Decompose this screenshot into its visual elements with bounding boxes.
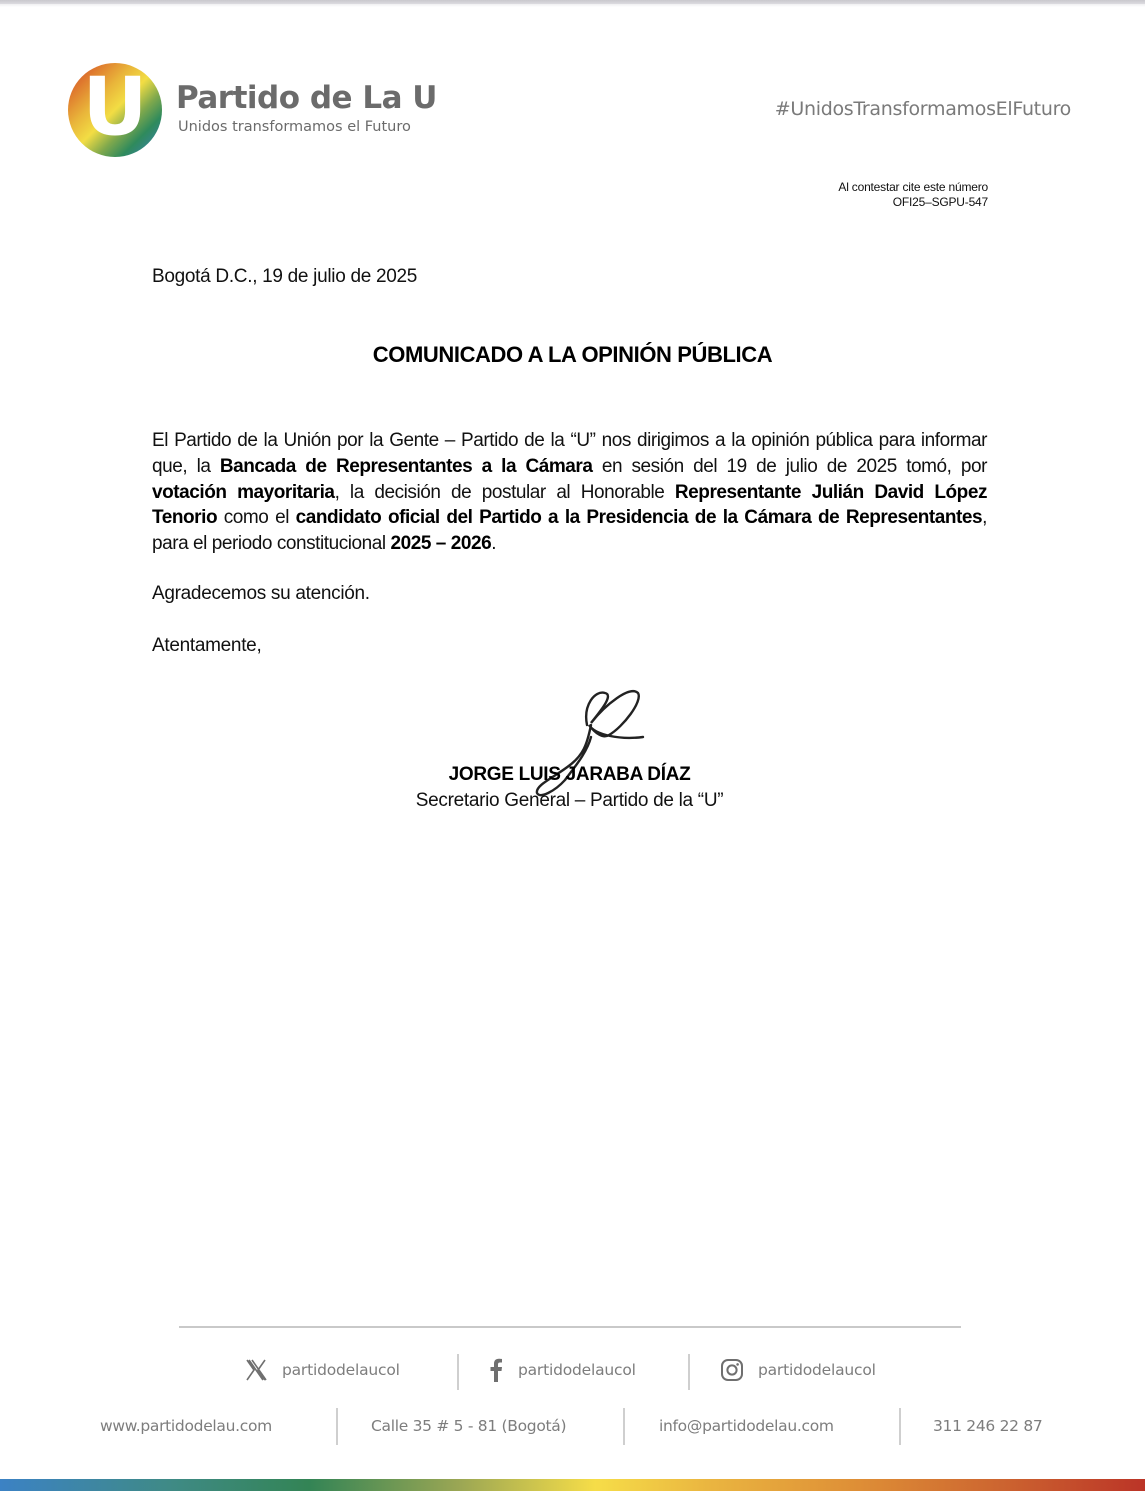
facebook-icon <box>488 1358 504 1382</box>
separator <box>899 1408 901 1445</box>
body-text: . <box>491 533 497 555</box>
letter-date: Bogotá D.C., 19 de julio de 2025 <box>152 266 418 287</box>
reference-block <box>838 180 988 210</box>
separator <box>457 1354 459 1390</box>
body-bold-text: 2025 – 2026 <box>390 533 492 555</box>
social-handle: partidodelaucol <box>282 1361 400 1379</box>
logo-letter: U <box>82 60 148 154</box>
social-handle: partidodelaucol <box>518 1361 636 1379</box>
body-text: , para el periodo constitucional <box>152 507 987 555</box>
party-logo <box>68 60 162 157</box>
contact-info <box>0 1408 1145 1448</box>
brand-name: Partido de La U <box>176 80 437 116</box>
body-text: El Partido de la Unión por la Gente – Partido de la “U” nos dirigimos a la opinión pública para informar que, la <box>152 430 987 477</box>
reference-number: OFI25–SGPU-547 <box>892 195 988 209</box>
separator <box>336 1408 338 1445</box>
email-link[interactable]: info@partidodelau.com <box>659 1417 834 1435</box>
reference-label: Al contestar cite este número <box>838 180 988 194</box>
separator <box>623 1408 625 1445</box>
social-facebook-link[interactable] <box>488 1352 636 1388</box>
signer-role: Secretario General – Partido de la “U” <box>415 790 724 811</box>
brand-tagline: Unidos transformamos el Futuro <box>178 119 411 135</box>
website-link[interactable]: www.partidodelau.com <box>100 1417 272 1435</box>
social-links <box>0 1352 1145 1392</box>
instagram-icon <box>720 1358 744 1382</box>
separator <box>688 1354 690 1390</box>
body-bold-text: votación mayoritaria <box>152 481 335 503</box>
rainbow-footer-bar <box>0 1479 1145 1491</box>
body-text: en sesión del 19 de julio de 2025 tomó, por <box>592 455 987 477</box>
letter-body <box>152 428 987 557</box>
phone-text: 311 246 22 87 <box>933 1417 1043 1435</box>
closing-line: Atentamente, <box>152 635 262 656</box>
social-handle: partidodelaucol <box>758 1361 876 1379</box>
page-top-edge <box>0 0 1145 4</box>
signer-name: JORGE LUIS JARABA DÍAZ <box>448 764 691 785</box>
address-text: Calle 35 # 5 - 81 (Bogotá) <box>371 1417 567 1435</box>
footer-divider <box>179 1326 961 1328</box>
body-bold-text: Bancada de Representantes a la Cámara <box>219 455 593 477</box>
social-x-link[interactable] <box>244 1352 400 1388</box>
body-text: , la decisión de postular al Honorable <box>334 481 675 503</box>
hashtag: #UnidosTransformamosElFuturo <box>774 98 1071 120</box>
body-text: como el <box>217 507 296 529</box>
x-icon <box>244 1358 268 1382</box>
body-bold-text: candidato oficial del Partido a la Presidencia de la Cámara de Representantes <box>295 507 983 529</box>
letter-title: COMUNICADO A LA OPINIÓN PÚBLICA <box>372 342 773 367</box>
social-instagram-link[interactable] <box>720 1352 876 1388</box>
body-bold-text: Representante Julián David López Tenorio <box>152 481 987 529</box>
logo-circle-icon <box>68 60 162 157</box>
thanks-line: Agradecemos su atención. <box>152 583 370 604</box>
